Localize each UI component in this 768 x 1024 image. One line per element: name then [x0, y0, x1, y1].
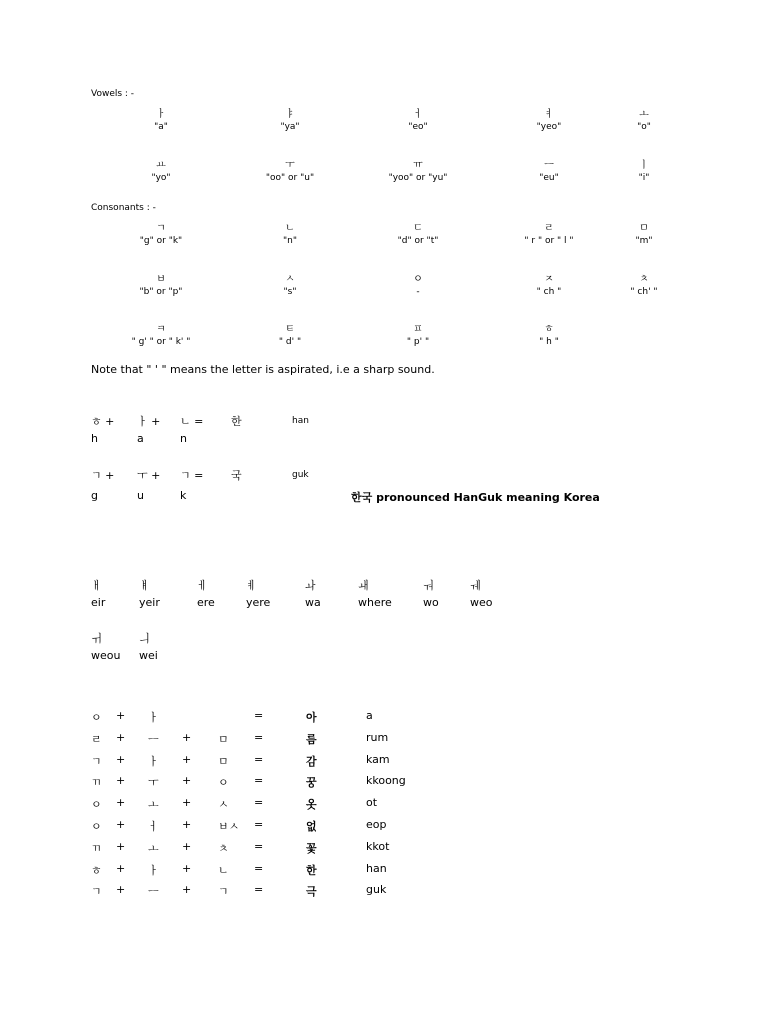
diphthong-letter: ㅘ: [305, 579, 316, 592]
combination-c1: ㄲ: [91, 842, 102, 855]
combination-syllable: 름: [306, 733, 317, 746]
combination-roman: kkoong: [366, 774, 406, 787]
combination-p2: +: [182, 731, 192, 744]
combination-c2: ㅓ: [148, 820, 159, 833]
example-part: ㄴ =: [180, 415, 204, 428]
consonant-sound: " h ": [539, 337, 559, 347]
diphthong-sound: weou: [91, 649, 121, 662]
combination-eq: =: [254, 709, 264, 722]
vowel-letter: ㅗ: [639, 109, 649, 120]
combination-roman: han: [366, 862, 387, 875]
vowel-sound: "yoo" or "yu": [388, 173, 448, 183]
vowel-letter: ㅕ: [544, 109, 554, 120]
combination-c2: ㅏ: [148, 711, 159, 724]
example-roman-letter: a: [137, 432, 144, 445]
consonant-sound: " g' " or " k' ": [131, 337, 191, 347]
consonant-sound: " ch' ": [630, 287, 658, 297]
diphthong-sound: ere: [197, 596, 215, 609]
diphthong-letter: ㅢ: [139, 632, 150, 645]
vowel-letter: ㅑ: [285, 109, 295, 120]
consonant-sound: "d" or "t": [397, 236, 439, 246]
combination-c1: ㅇ: [91, 820, 102, 833]
consonant-letter: ㄴ: [285, 223, 295, 234]
combination-eq: =: [254, 818, 264, 831]
combination-p2: +: [182, 818, 192, 831]
combination-p2: +: [182, 796, 192, 809]
combination-c3: ㅊ: [218, 842, 229, 855]
consonant-sound: " p' ": [406, 337, 430, 347]
diphthong-sound: wa: [305, 596, 321, 609]
diphthong-sound: eir: [91, 596, 106, 609]
diphthong-letter: ㅖ: [246, 579, 257, 592]
combination-c3: ㅁ: [218, 733, 229, 746]
diphthong-sound: wo: [423, 596, 439, 609]
combination-p1: +: [116, 862, 126, 875]
diphthong-letter: ㅟ: [91, 632, 102, 645]
consonant-sound: " d' ": [278, 337, 302, 347]
example-romanization: guk: [292, 470, 309, 480]
combination-roman: ot: [366, 796, 378, 809]
combination-c3: ㅂㅅ: [218, 820, 240, 833]
combination-c2: ㅡ: [148, 733, 159, 746]
combination-syllable: 없: [306, 820, 317, 833]
combination-c2: ㅗ: [148, 842, 159, 855]
consonant-sound: -: [416, 287, 420, 297]
vowel-sound: "o": [637, 122, 651, 132]
combination-p1: +: [116, 883, 126, 896]
combination-eq: =: [254, 883, 264, 896]
combination-eq: =: [254, 796, 264, 809]
diphthong-letter: ㅝ: [423, 579, 434, 592]
combination-p2: +: [182, 774, 192, 787]
combination-p2: +: [182, 753, 192, 766]
combination-eq: =: [254, 862, 264, 875]
diphthong-sound: yere: [246, 596, 271, 609]
combination-syllable: 꿍: [306, 776, 317, 789]
example-romanization: han: [292, 416, 309, 426]
consonant-letter: ㄷ: [413, 223, 423, 234]
consonant-sound: "m": [635, 236, 653, 246]
combination-c1: ㅇ: [91, 711, 102, 724]
diphthong-letter: ㅐ: [91, 579, 102, 592]
vowel-sound: "yeo": [536, 122, 562, 132]
combination-p1: +: [116, 731, 126, 744]
combination-p1: +: [116, 774, 126, 787]
combination-syllable: 아: [306, 711, 317, 724]
consonant-sound: "n": [283, 236, 297, 246]
combination-p1: +: [116, 796, 126, 809]
combination-syllable: 꽃: [306, 842, 317, 855]
consonant-letter: ㅍ: [413, 324, 423, 335]
vowel-sound: "a": [154, 122, 168, 132]
diphthong-sound: weo: [470, 596, 493, 609]
combination-eq: =: [254, 731, 264, 744]
diphthong-letter: ㅒ: [139, 579, 150, 592]
consonant-letter: ㅁ: [639, 223, 649, 234]
combination-eq: =: [254, 774, 264, 787]
combination-c2: ㅡ: [148, 885, 159, 898]
combination-p2: +: [182, 883, 192, 896]
combination-c3: ㅁ: [218, 755, 229, 768]
combination-roman: kkot: [366, 840, 390, 853]
vowel-letter: ㅛ: [156, 160, 166, 171]
combination-syllable: 한: [306, 864, 317, 877]
combination-c1: ㄱ: [91, 885, 102, 898]
combination-c1: ㄱ: [91, 755, 102, 768]
korea-meaning: 한국 pronounced HanGuk meaning Korea: [351, 491, 600, 504]
combination-roman: guk: [366, 883, 387, 896]
aspiration-note: Note that " ' " means the letter is aspirated, i.e a sharp sound.: [91, 363, 435, 376]
example-part: ㅎ +: [91, 415, 115, 428]
combination-p2: +: [182, 840, 192, 853]
consonant-letter: ㄹ: [544, 223, 554, 234]
consonant-sound: " r " or " l ": [524, 236, 574, 246]
vowel-sound: "eo": [408, 122, 428, 132]
vowel-sound: "oo" or "u": [265, 173, 315, 183]
vowels-heading: Vowels : -: [91, 89, 135, 99]
combination-eq: =: [254, 840, 264, 853]
combination-p1: +: [116, 753, 126, 766]
combination-c3: ㄱ: [218, 885, 229, 898]
combination-roman: rum: [366, 731, 389, 744]
diphthong-sound: yeir: [139, 596, 160, 609]
consonant-letter: ㅂ: [156, 274, 166, 285]
diphthong-letter: ㅙ: [358, 579, 369, 592]
consonant-letter: ㅈ: [544, 274, 554, 285]
combination-c1: ㅎ: [91, 864, 102, 877]
vowel-letter: ㅠ: [413, 160, 423, 171]
vowel-sound: "ya": [280, 122, 300, 132]
consonant-letter: ㄱ: [156, 223, 166, 234]
combination-c1: ㄹ: [91, 733, 102, 746]
combination-p1: +: [116, 709, 126, 722]
combination-syllable: 감: [306, 755, 317, 768]
example-syllable: 한: [231, 415, 242, 428]
combination-c3: ㄴ: [218, 864, 229, 877]
vowel-letter: ㅓ: [413, 109, 423, 120]
diphthong-sound: where: [358, 596, 392, 609]
combination-syllable: 옷: [306, 798, 317, 811]
example-roman-letter: h: [91, 432, 98, 445]
example-part: ㅏ +: [137, 415, 161, 428]
consonant-letter: ㅅ: [285, 274, 295, 285]
vowel-letter: ㅜ: [285, 160, 295, 171]
vowel-sound: "eu": [539, 173, 559, 183]
example-part: ㄱ =: [180, 469, 204, 482]
combination-p2: +: [182, 862, 192, 875]
consonant-sound: "g" or "k": [139, 236, 183, 246]
consonant-sound: "s": [283, 287, 297, 297]
example-roman-letter: u: [137, 489, 144, 502]
example-part: ㅜ +: [137, 469, 161, 482]
combination-roman: kam: [366, 753, 390, 766]
vowel-letter: ㅡ: [544, 160, 554, 171]
combination-eq: =: [254, 753, 264, 766]
combination-p1: +: [116, 818, 126, 831]
consonant-letter: ㅎ: [544, 324, 554, 335]
vowel-letter: ㅏ: [156, 109, 166, 120]
combination-c2: ㅗ: [148, 798, 159, 811]
consonants-heading: Consonants : -: [91, 203, 156, 213]
diphthong-letter: ㅔ: [197, 579, 208, 592]
consonant-letter: ㅇ: [413, 274, 423, 285]
combination-c2: ㅏ: [148, 755, 159, 768]
example-roman-letter: g: [91, 489, 98, 502]
combination-c3: ㅇ: [218, 776, 229, 789]
diphthong-letter: ㅞ: [470, 579, 481, 592]
example-part: ㄱ +: [91, 469, 115, 482]
consonant-letter: ㅊ: [639, 274, 649, 285]
combination-roman: a: [366, 709, 373, 722]
combination-c2: ㅜ: [148, 776, 159, 789]
vowel-sound: "i": [638, 173, 650, 183]
combination-c2: ㅏ: [148, 864, 159, 877]
combination-roman: eop: [366, 818, 387, 831]
combination-c1: ㅇ: [91, 798, 102, 811]
diphthong-sound: wei: [139, 649, 158, 662]
consonant-sound: " ch ": [536, 287, 562, 297]
example-roman-letter: n: [180, 432, 187, 445]
vowel-sound: "yo": [151, 173, 171, 183]
consonant-letter: ㅌ: [285, 324, 295, 335]
consonant-letter: ㅋ: [156, 324, 166, 335]
combination-p1: +: [116, 840, 126, 853]
combination-c1: ㄲ: [91, 776, 102, 789]
example-syllable: 국: [231, 469, 242, 482]
example-roman-letter: k: [180, 489, 187, 502]
vowel-letter: ㅣ: [639, 160, 649, 171]
combination-syllable: 극: [306, 885, 317, 898]
combination-c3: ㅅ: [218, 798, 229, 811]
consonant-sound: "b" or "p": [139, 287, 183, 297]
